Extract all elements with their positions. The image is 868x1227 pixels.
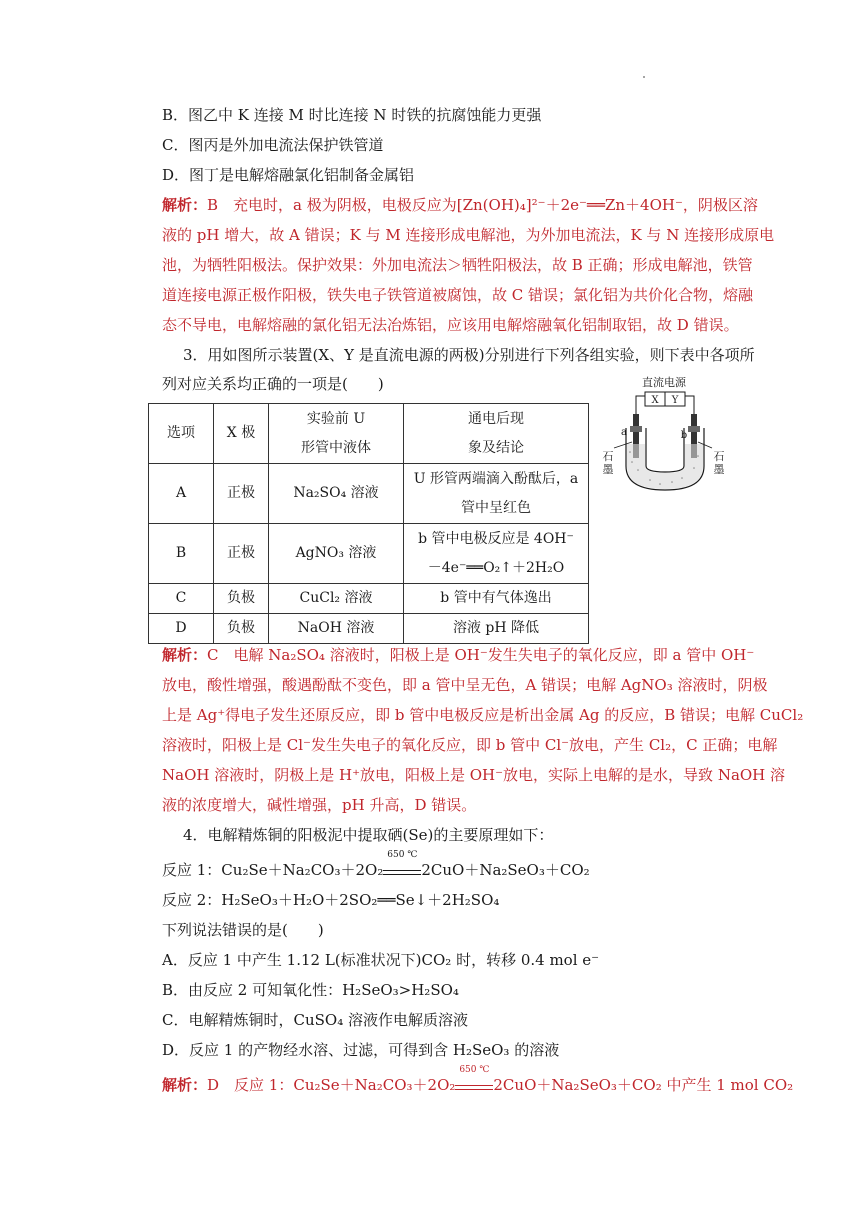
analysis-2-line-1 bbox=[162, 645, 754, 665]
reaction-1-left: 反应 1：Cu₂Se＋Na₂CO₃＋2O₂ bbox=[162, 861, 384, 879]
reaction-1 bbox=[162, 850, 590, 880]
condition-label: 650 ℃ bbox=[459, 1065, 490, 1075]
question-4-line-1: 4．电解精炼铜的阳极泥中提取硒(Se)的主要原理如下： bbox=[183, 826, 554, 844]
table-header-row bbox=[149, 404, 589, 464]
analysis-label: 解析： bbox=[162, 1076, 208, 1094]
option-b: B．图乙中 K 连接 M 时比连接 N 时铁的抗腐蚀能力更强 bbox=[162, 106, 542, 124]
option-d: D．图丁是电解熔融氯化铝制备金属铝 bbox=[162, 166, 415, 184]
cell-option: B bbox=[149, 524, 214, 584]
analysis-1-line-3: 池，为牺牲阳极法。保护效果：外加电流法＞牺牲阳极法，故 B 正确；形成电解池，铁管 bbox=[162, 256, 753, 274]
cell-result bbox=[404, 464, 589, 524]
condition-arrow bbox=[455, 1065, 493, 1090]
q4-option-b: B．由反应 2 可知氧化性：H₂SeO₃>H₂SO₄ bbox=[162, 981, 459, 999]
analysis-2-line-6: 液的浓度增大，碱性增强，pH 升高，D 错误。 bbox=[162, 796, 477, 814]
header-result bbox=[404, 404, 589, 464]
right-graphite-label-2: 墨 bbox=[713, 463, 725, 476]
table-row bbox=[149, 524, 589, 584]
condition-arrow bbox=[383, 850, 421, 875]
cell-result: 溶液 pH 降低 bbox=[404, 614, 589, 644]
analysis-text: B 充电时，a 极为阴极，电极反应为[Zn(OH)₄]²⁻＋2e⁻══Zn＋4OH⁻，阴极区溶 bbox=[207, 196, 758, 214]
power-title: 直流电源 bbox=[642, 376, 686, 389]
header-result-1: 通电后现 bbox=[468, 410, 524, 427]
reaction-1-right: 2CuO＋Na₂SeO₃＋CO₂ bbox=[421, 861, 590, 879]
cell-liquid: AgNO₃ 溶液 bbox=[269, 524, 404, 584]
analysis-1-line-1 bbox=[162, 195, 758, 215]
corner-dot bbox=[643, 76, 645, 78]
cell-option: D bbox=[149, 614, 214, 644]
a-label: a bbox=[621, 427, 627, 438]
question-4-ask: 下列说法错误的是( ) bbox=[162, 921, 324, 939]
q4-option-a: A．反应 1 中产生 1.12 L(标准状况下)CO₂ 时，转移 0.4 mol e⁻ bbox=[162, 951, 600, 969]
cell-option: A bbox=[149, 464, 214, 524]
header-liquid bbox=[269, 404, 404, 464]
header-x-pole: X 极 bbox=[214, 404, 269, 464]
table-row bbox=[149, 464, 589, 524]
analysis-2-line-3: 上是 Ag⁺得电子发生还原反应，即 b 管中电极反应是析出金属 Ag 的反应，B 错误；电解 CuCl₂ bbox=[162, 706, 804, 724]
reaction-2: 反应 2：H₂SeO₃＋H₂O＋2SO₂══Se↓＋2H₂SO₄ bbox=[162, 891, 500, 909]
analysis-3-line-1 bbox=[162, 1065, 794, 1095]
condition-label: 650 ℃ bbox=[387, 850, 418, 860]
cell-x-pole: 正极 bbox=[214, 464, 269, 524]
b-label: b bbox=[680, 430, 688, 441]
cell-liquid: CuCl₂ 溶液 bbox=[269, 584, 404, 614]
cell-result-2: 管中呈红色 bbox=[461, 499, 531, 516]
cell-result-1: b 管中电极反应是 4OH⁻ bbox=[418, 530, 574, 547]
table-row bbox=[149, 584, 589, 614]
cell-x-pole: 正极 bbox=[214, 524, 269, 584]
question-3-line-2: 列对应关系均正确的一项是( ) bbox=[162, 375, 384, 393]
analysis-text: C 电解 Na₂SO₄ 溶液时，阳极上是 OH⁻发生失电子的氧化反应，即 a 管中 OH⁻ bbox=[207, 646, 755, 664]
q4-option-c: C．电解精炼铜时，CuSO₄ 溶液作电解质溶液 bbox=[162, 1011, 468, 1029]
left-graphite-label-1: 石 bbox=[602, 450, 614, 463]
cell-result: b 管中有气体逸出 bbox=[404, 584, 589, 614]
header-liquid-1: 实验前 U bbox=[306, 410, 366, 427]
analysis-3-left: D 反应 1：Cu₂Se＋Na₂CO₃＋2O₂ bbox=[207, 1076, 456, 1094]
question-3-line-1: 3．用如图所示装置(X、Y 是直流电源的两极)分别进行下列各组实验，则下表中各项所 bbox=[183, 346, 755, 364]
cell-result-1: U 形管两端滴入酚酞后，a bbox=[413, 470, 579, 487]
analysis-2-line-5: NaOH 溶液时，阴极上是 H⁺放电，阳极上是 OH⁻放电，实际上电解的是水，导致 NaOH 溶 bbox=[162, 766, 786, 784]
cell-x-pole: 负极 bbox=[214, 614, 269, 644]
x-label: X bbox=[651, 395, 659, 406]
analysis-label: 解析： bbox=[162, 196, 208, 214]
analysis-3-right: 2CuO＋Na₂SeO₃＋CO₂ 中产生 1 mol CO₂ bbox=[493, 1076, 794, 1094]
table-row bbox=[149, 614, 589, 644]
u-tube-figure bbox=[598, 372, 730, 494]
header-liquid-2: 形管中液体 bbox=[301, 439, 371, 456]
y-label: Y bbox=[671, 395, 679, 406]
q4-option-d: D．反应 1 的产物经水溶、过滤，可得到含 H₂SeO₃ 的溶液 bbox=[162, 1041, 560, 1059]
cell-option: C bbox=[149, 584, 214, 614]
cell-liquid: NaOH 溶液 bbox=[269, 614, 404, 644]
left-graphite-label-2: 墨 bbox=[602, 463, 614, 476]
cell-liquid: Na₂SO₄ 溶液 bbox=[269, 464, 404, 524]
analysis-1-line-2: 液的 pH 增大，故 A 错误；K 与 M 连接形成电解池，为外加电流法，K 与 N 连接形成原电 bbox=[162, 226, 775, 244]
analysis-1-line-5: 态不导电，电解熔融的氯化铝无法冶炼铝，应该用电解熔融氧化铝制取铝，故 D 错误。 bbox=[162, 316, 739, 334]
analysis-2-line-2: 放电，酸性增强，酸遇酚酞不变色，即 a 管中呈无色，A 错误；电解 AgNO₃ 溶液时，阴极 bbox=[162, 676, 768, 694]
right-graphite-label-1: 石 bbox=[713, 450, 725, 463]
cell-result-2: －4e⁻══O₂↑＋2H₂O bbox=[427, 559, 565, 576]
cell-x-pole: 负极 bbox=[214, 584, 269, 614]
cell-result bbox=[404, 524, 589, 584]
analysis-2-line-4: 溶液时，阳极上是 Cl⁻发生失电子的氧化反应，即 b 管中 Cl⁻放电，产生 Cl₂，C 正确；电解 bbox=[162, 736, 778, 754]
option-c: C．图丙是外加电流法保护铁管道 bbox=[162, 136, 384, 154]
analysis-label: 解析： bbox=[162, 646, 208, 664]
header-result-2: 象及结论 bbox=[468, 439, 524, 456]
header-option: 选项 bbox=[149, 404, 214, 464]
options-table bbox=[148, 403, 589, 644]
analysis-1-line-4: 道连接电源正极作阳极，铁失电子铁管道被腐蚀，故 C 错误；氯化铝为共价化合物，熔融 bbox=[162, 286, 754, 304]
